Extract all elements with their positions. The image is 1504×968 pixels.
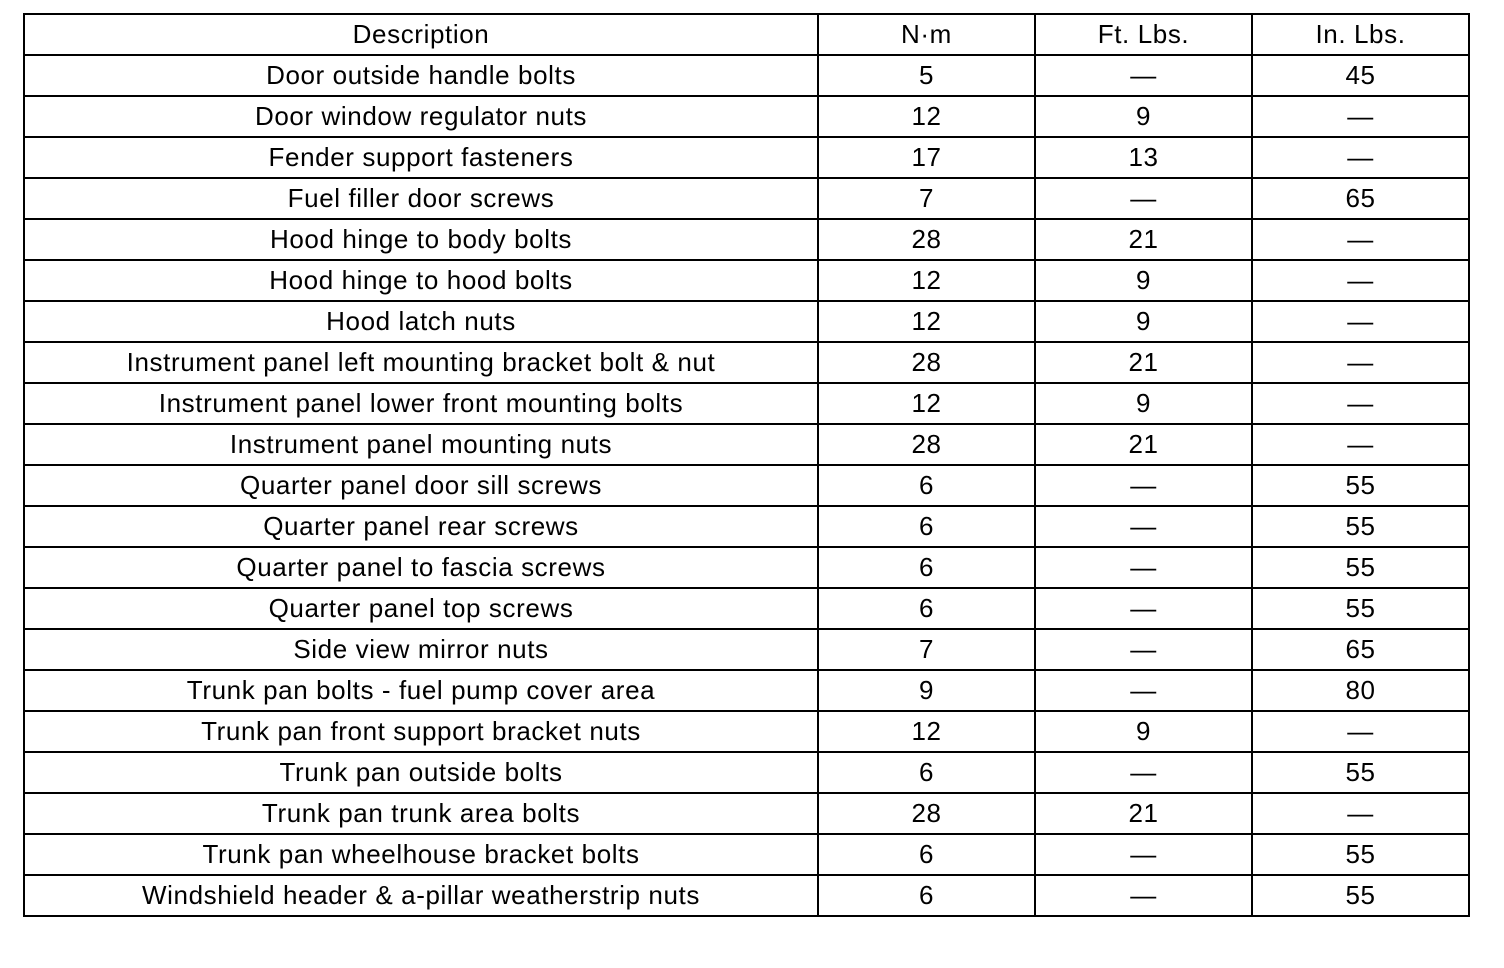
- table-row: [24, 465, 1469, 506]
- cell-foot-pounds: —: [1035, 670, 1252, 711]
- cell-description: Quarter panel to fascia screws: [24, 547, 818, 588]
- header-foot-pounds: Ft. Lbs.: [1035, 14, 1252, 55]
- cell-inch-pounds: —: [1252, 260, 1469, 301]
- cell-foot-pounds: —: [1035, 875, 1252, 916]
- cell-newton-meters: 12: [818, 383, 1035, 424]
- cell-inch-pounds: 55: [1252, 547, 1469, 588]
- cell-newton-meters: 28: [818, 219, 1035, 260]
- cell-description: Trunk pan front support bracket nuts: [24, 711, 818, 752]
- table-row: [24, 506, 1469, 547]
- cell-newton-meters: 28: [818, 342, 1035, 383]
- cell-inch-pounds: 45: [1252, 55, 1469, 96]
- cell-newton-meters: 6: [818, 588, 1035, 629]
- cell-inch-pounds: —: [1252, 711, 1469, 752]
- cell-foot-pounds: —: [1035, 547, 1252, 588]
- cell-inch-pounds: 55: [1252, 506, 1469, 547]
- cell-newton-meters: 28: [818, 793, 1035, 834]
- cell-inch-pounds: 55: [1252, 752, 1469, 793]
- table-body: [24, 55, 1469, 916]
- cell-description: Trunk pan wheelhouse bracket bolts: [24, 834, 818, 875]
- cell-description: Fuel filler door screws: [24, 178, 818, 219]
- cell-foot-pounds: —: [1035, 55, 1252, 96]
- cell-description: Quarter panel rear screws: [24, 506, 818, 547]
- cell-foot-pounds: 21: [1035, 424, 1252, 465]
- cell-newton-meters: 12: [818, 301, 1035, 342]
- table-row: [24, 219, 1469, 260]
- cell-newton-meters: 6: [818, 506, 1035, 547]
- cell-inch-pounds: 65: [1252, 178, 1469, 219]
- cell-description: Hood hinge to body bolts: [24, 219, 818, 260]
- cell-newton-meters: 6: [818, 465, 1035, 506]
- cell-newton-meters: 17: [818, 137, 1035, 178]
- cell-foot-pounds: 9: [1035, 711, 1252, 752]
- header-description: Description: [24, 14, 818, 55]
- table-row: [24, 670, 1469, 711]
- cell-newton-meters: 12: [818, 260, 1035, 301]
- header-newton-meters: N·m: [818, 14, 1035, 55]
- cell-inch-pounds: —: [1252, 424, 1469, 465]
- table-row: [24, 793, 1469, 834]
- cell-inch-pounds: 55: [1252, 875, 1469, 916]
- cell-description: Instrument panel mounting nuts: [24, 424, 818, 465]
- cell-foot-pounds: —: [1035, 629, 1252, 670]
- cell-foot-pounds: 13: [1035, 137, 1252, 178]
- cell-description: Quarter panel door sill screws: [24, 465, 818, 506]
- cell-description: Trunk pan trunk area bolts: [24, 793, 818, 834]
- cell-foot-pounds: 21: [1035, 793, 1252, 834]
- cell-newton-meters: 6: [818, 834, 1035, 875]
- cell-foot-pounds: 9: [1035, 260, 1252, 301]
- table-row: [24, 875, 1469, 916]
- cell-inch-pounds: 55: [1252, 834, 1469, 875]
- cell-newton-meters: 7: [818, 629, 1035, 670]
- cell-newton-meters: 12: [818, 96, 1035, 137]
- cell-inch-pounds: 55: [1252, 465, 1469, 506]
- table-header-row: [24, 14, 1469, 55]
- table-row: [24, 178, 1469, 219]
- cell-inch-pounds: —: [1252, 96, 1469, 137]
- cell-foot-pounds: —: [1035, 752, 1252, 793]
- cell-description: Quarter panel top screws: [24, 588, 818, 629]
- table-row: [24, 752, 1469, 793]
- cell-description: Hood latch nuts: [24, 301, 818, 342]
- table-row: [24, 834, 1469, 875]
- cell-foot-pounds: 21: [1035, 342, 1252, 383]
- cell-foot-pounds: 21: [1035, 219, 1252, 260]
- cell-newton-meters: 6: [818, 875, 1035, 916]
- cell-inch-pounds: —: [1252, 219, 1469, 260]
- cell-inch-pounds: 80: [1252, 670, 1469, 711]
- cell-foot-pounds: —: [1035, 834, 1252, 875]
- cell-foot-pounds: —: [1035, 588, 1252, 629]
- cell-description: Trunk pan outside bolts: [24, 752, 818, 793]
- header-inch-pounds: In. Lbs.: [1252, 14, 1469, 55]
- cell-description: Trunk pan bolts - fuel pump cover area: [24, 670, 818, 711]
- cell-inch-pounds: —: [1252, 383, 1469, 424]
- table-row: [24, 260, 1469, 301]
- cell-description: Side view mirror nuts: [24, 629, 818, 670]
- cell-newton-meters: 12: [818, 711, 1035, 752]
- cell-inch-pounds: —: [1252, 301, 1469, 342]
- cell-newton-meters: 9: [818, 670, 1035, 711]
- table-row: [24, 96, 1469, 137]
- table-row: [24, 424, 1469, 465]
- cell-description: Hood hinge to hood bolts: [24, 260, 818, 301]
- cell-description: Door window regulator nuts: [24, 96, 818, 137]
- cell-foot-pounds: 9: [1035, 96, 1252, 137]
- cell-inch-pounds: —: [1252, 342, 1469, 383]
- table-row: [24, 711, 1469, 752]
- cell-newton-meters: 5: [818, 55, 1035, 96]
- table-row: [24, 301, 1469, 342]
- cell-inch-pounds: —: [1252, 137, 1469, 178]
- table-row: [24, 588, 1469, 629]
- cell-description: Instrument panel lower front mounting bolts: [24, 383, 818, 424]
- cell-newton-meters: 6: [818, 547, 1035, 588]
- cell-description: Fender support fasteners: [24, 137, 818, 178]
- table-row: [24, 342, 1469, 383]
- cell-foot-pounds: 9: [1035, 383, 1252, 424]
- cell-inch-pounds: 55: [1252, 588, 1469, 629]
- table-row: [24, 547, 1469, 588]
- cell-description: Door outside handle bolts: [24, 55, 818, 96]
- cell-inch-pounds: 65: [1252, 629, 1469, 670]
- cell-description: Instrument panel left mounting bracket bolt & nut: [24, 342, 818, 383]
- table-row: [24, 629, 1469, 670]
- torque-spec-table: [23, 13, 1470, 917]
- table-row: [24, 383, 1469, 424]
- cell-foot-pounds: —: [1035, 506, 1252, 547]
- cell-newton-meters: 6: [818, 752, 1035, 793]
- cell-foot-pounds: —: [1035, 178, 1252, 219]
- cell-inch-pounds: —: [1252, 793, 1469, 834]
- cell-foot-pounds: 9: [1035, 301, 1252, 342]
- cell-foot-pounds: —: [1035, 465, 1252, 506]
- cell-newton-meters: 7: [818, 178, 1035, 219]
- cell-newton-meters: 28: [818, 424, 1035, 465]
- table-row: [24, 137, 1469, 178]
- cell-description: Windshield header & a-pillar weatherstrip nuts: [24, 875, 818, 916]
- table-row: [24, 55, 1469, 96]
